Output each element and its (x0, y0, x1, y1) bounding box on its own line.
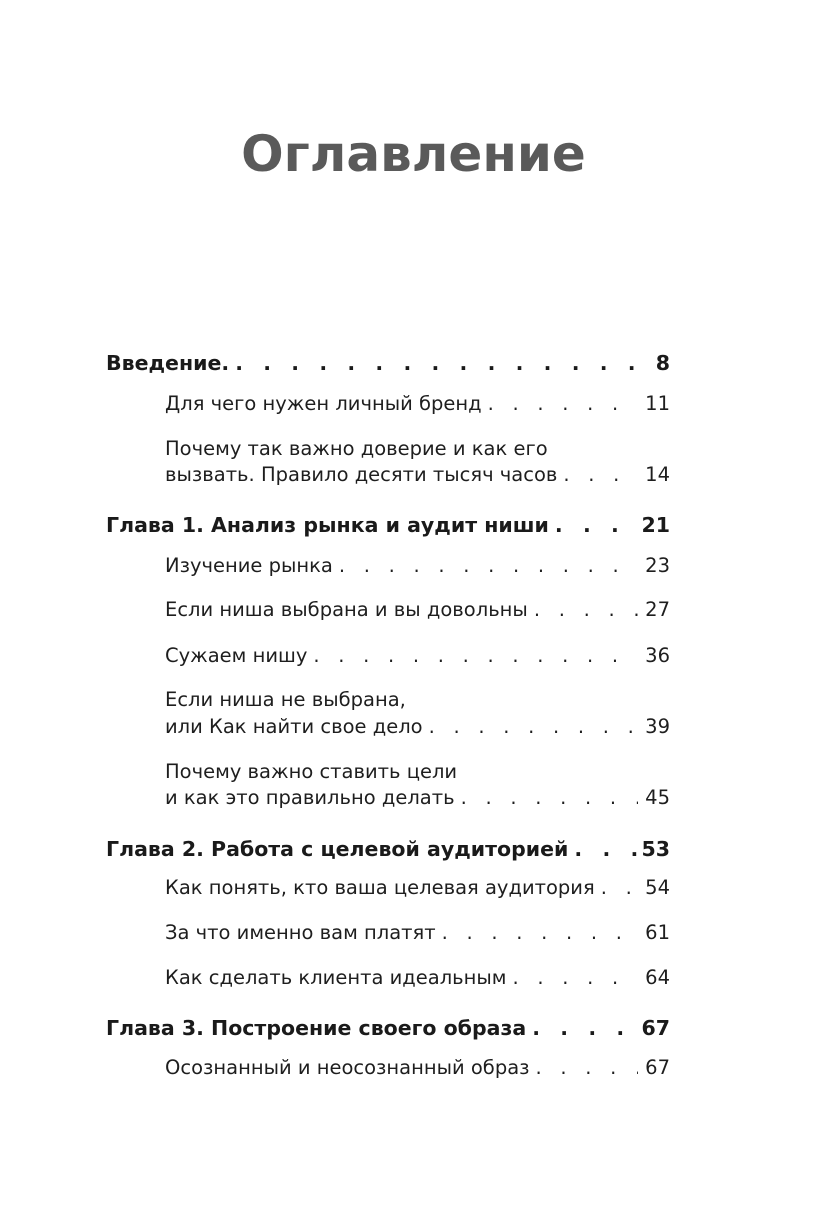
toc-page-number: 36 (645, 644, 670, 667)
toc-entry-label: Как сделать клиента идеальным (165, 966, 507, 989)
page-title: Оглавление (241, 125, 586, 183)
toc-entry-label: или Как найти свое дело (165, 715, 423, 738)
toc-entry-label: Глава 2. Работа с целевой аудиторией (106, 837, 569, 861)
toc-entry-label: Для чего нужен личный бренд (165, 392, 482, 415)
dot-leader (563, 462, 638, 488)
toc-entry-label: Глава 3. Построение своего образа (106, 1016, 527, 1040)
toc-entry-label: Осознанный и неосознанный образ (165, 1056, 530, 1079)
toc-entry-label: вызвать. Правило десяти тысяч часов (165, 463, 558, 486)
dot-leader (555, 512, 640, 538)
toc-entry-ch3-s1[interactable] (165, 1055, 670, 1081)
toc-entry-label: Изучение рынка (165, 554, 333, 577)
dot-leader (536, 1055, 638, 1081)
toc-page-number: 23 (645, 554, 670, 577)
toc-entry-ch1-s5[interactable] (165, 785, 670, 811)
toc-entry-chapter-3[interactable] (106, 1015, 670, 1041)
toc-page-number: 61 (645, 921, 670, 944)
toc-entry-intro-s2-line1[interactable]: Почему так важно доверие и как его (165, 437, 548, 460)
toc-page-number: 39 (645, 715, 670, 738)
toc-entry-label: Введение. (106, 351, 230, 375)
toc-entry-ch2-s2[interactable] (165, 920, 670, 946)
dot-leader (574, 836, 639, 862)
dot-leader (313, 643, 638, 669)
toc-entry-ch1-s5-line1[interactable]: Почему важно ставить цели (165, 760, 458, 783)
toc-page-number: 64 (645, 966, 670, 989)
toc-page-number: 21 (641, 513, 670, 537)
toc-entry-ch1-s4-line1[interactable]: Если ниша не выбрана, (165, 688, 406, 711)
toc-entry-intro[interactable] (106, 350, 670, 376)
toc-entry-ch1-s3[interactable] (165, 643, 670, 669)
toc-page-number: 11 (645, 392, 670, 415)
dot-leader (532, 1015, 639, 1041)
toc-entry-intro-s1[interactable] (165, 391, 670, 417)
toc-page-number: 67 (645, 1056, 670, 1079)
toc-entry-ch2-s3[interactable] (165, 965, 670, 991)
toc-entry-label: Сужаем нишу (165, 644, 308, 667)
toc-entry-intro-s2[interactable] (165, 462, 670, 488)
toc-page-number: 67 (641, 1016, 670, 1040)
toc-entry-label: Глава 1. Анализ рынка и аудит ниши (106, 513, 549, 537)
dot-leader (442, 920, 638, 946)
toc-entry-label: и как это правильно делать (165, 786, 455, 809)
dot-leader (461, 785, 638, 811)
toc-page-number: 8 (655, 351, 670, 375)
toc-page-number: 27 (645, 598, 670, 621)
dot-leader (513, 965, 638, 991)
dot-leader (488, 391, 638, 417)
toc-entry-label: Как понять, кто ваша целевая аудитория (165, 876, 595, 899)
toc-entry-ch2-s1[interactable] (165, 875, 670, 901)
toc-entry-ch1-s4[interactable] (165, 714, 670, 740)
dot-leader (235, 350, 642, 376)
toc-page-number: 54 (645, 876, 670, 899)
toc-page-number: 53 (641, 837, 670, 861)
toc-entry-label: Если ниша выбрана и вы довольны (165, 598, 528, 621)
toc-page-number: 14 (645, 463, 670, 486)
dot-leader (601, 875, 638, 901)
dot-leader (339, 553, 638, 579)
toc-entry-ch1-s1[interactable] (165, 553, 670, 579)
toc-page-number: 45 (645, 786, 670, 809)
toc-entry-label: За что именно вам платят (165, 921, 436, 944)
toc-entry-chapter-1[interactable] (106, 512, 670, 538)
toc-entry-chapter-2[interactable] (106, 836, 670, 862)
toc-entry-ch1-s2[interactable] (165, 597, 670, 623)
dot-leader (429, 714, 638, 740)
dot-leader (534, 597, 638, 623)
